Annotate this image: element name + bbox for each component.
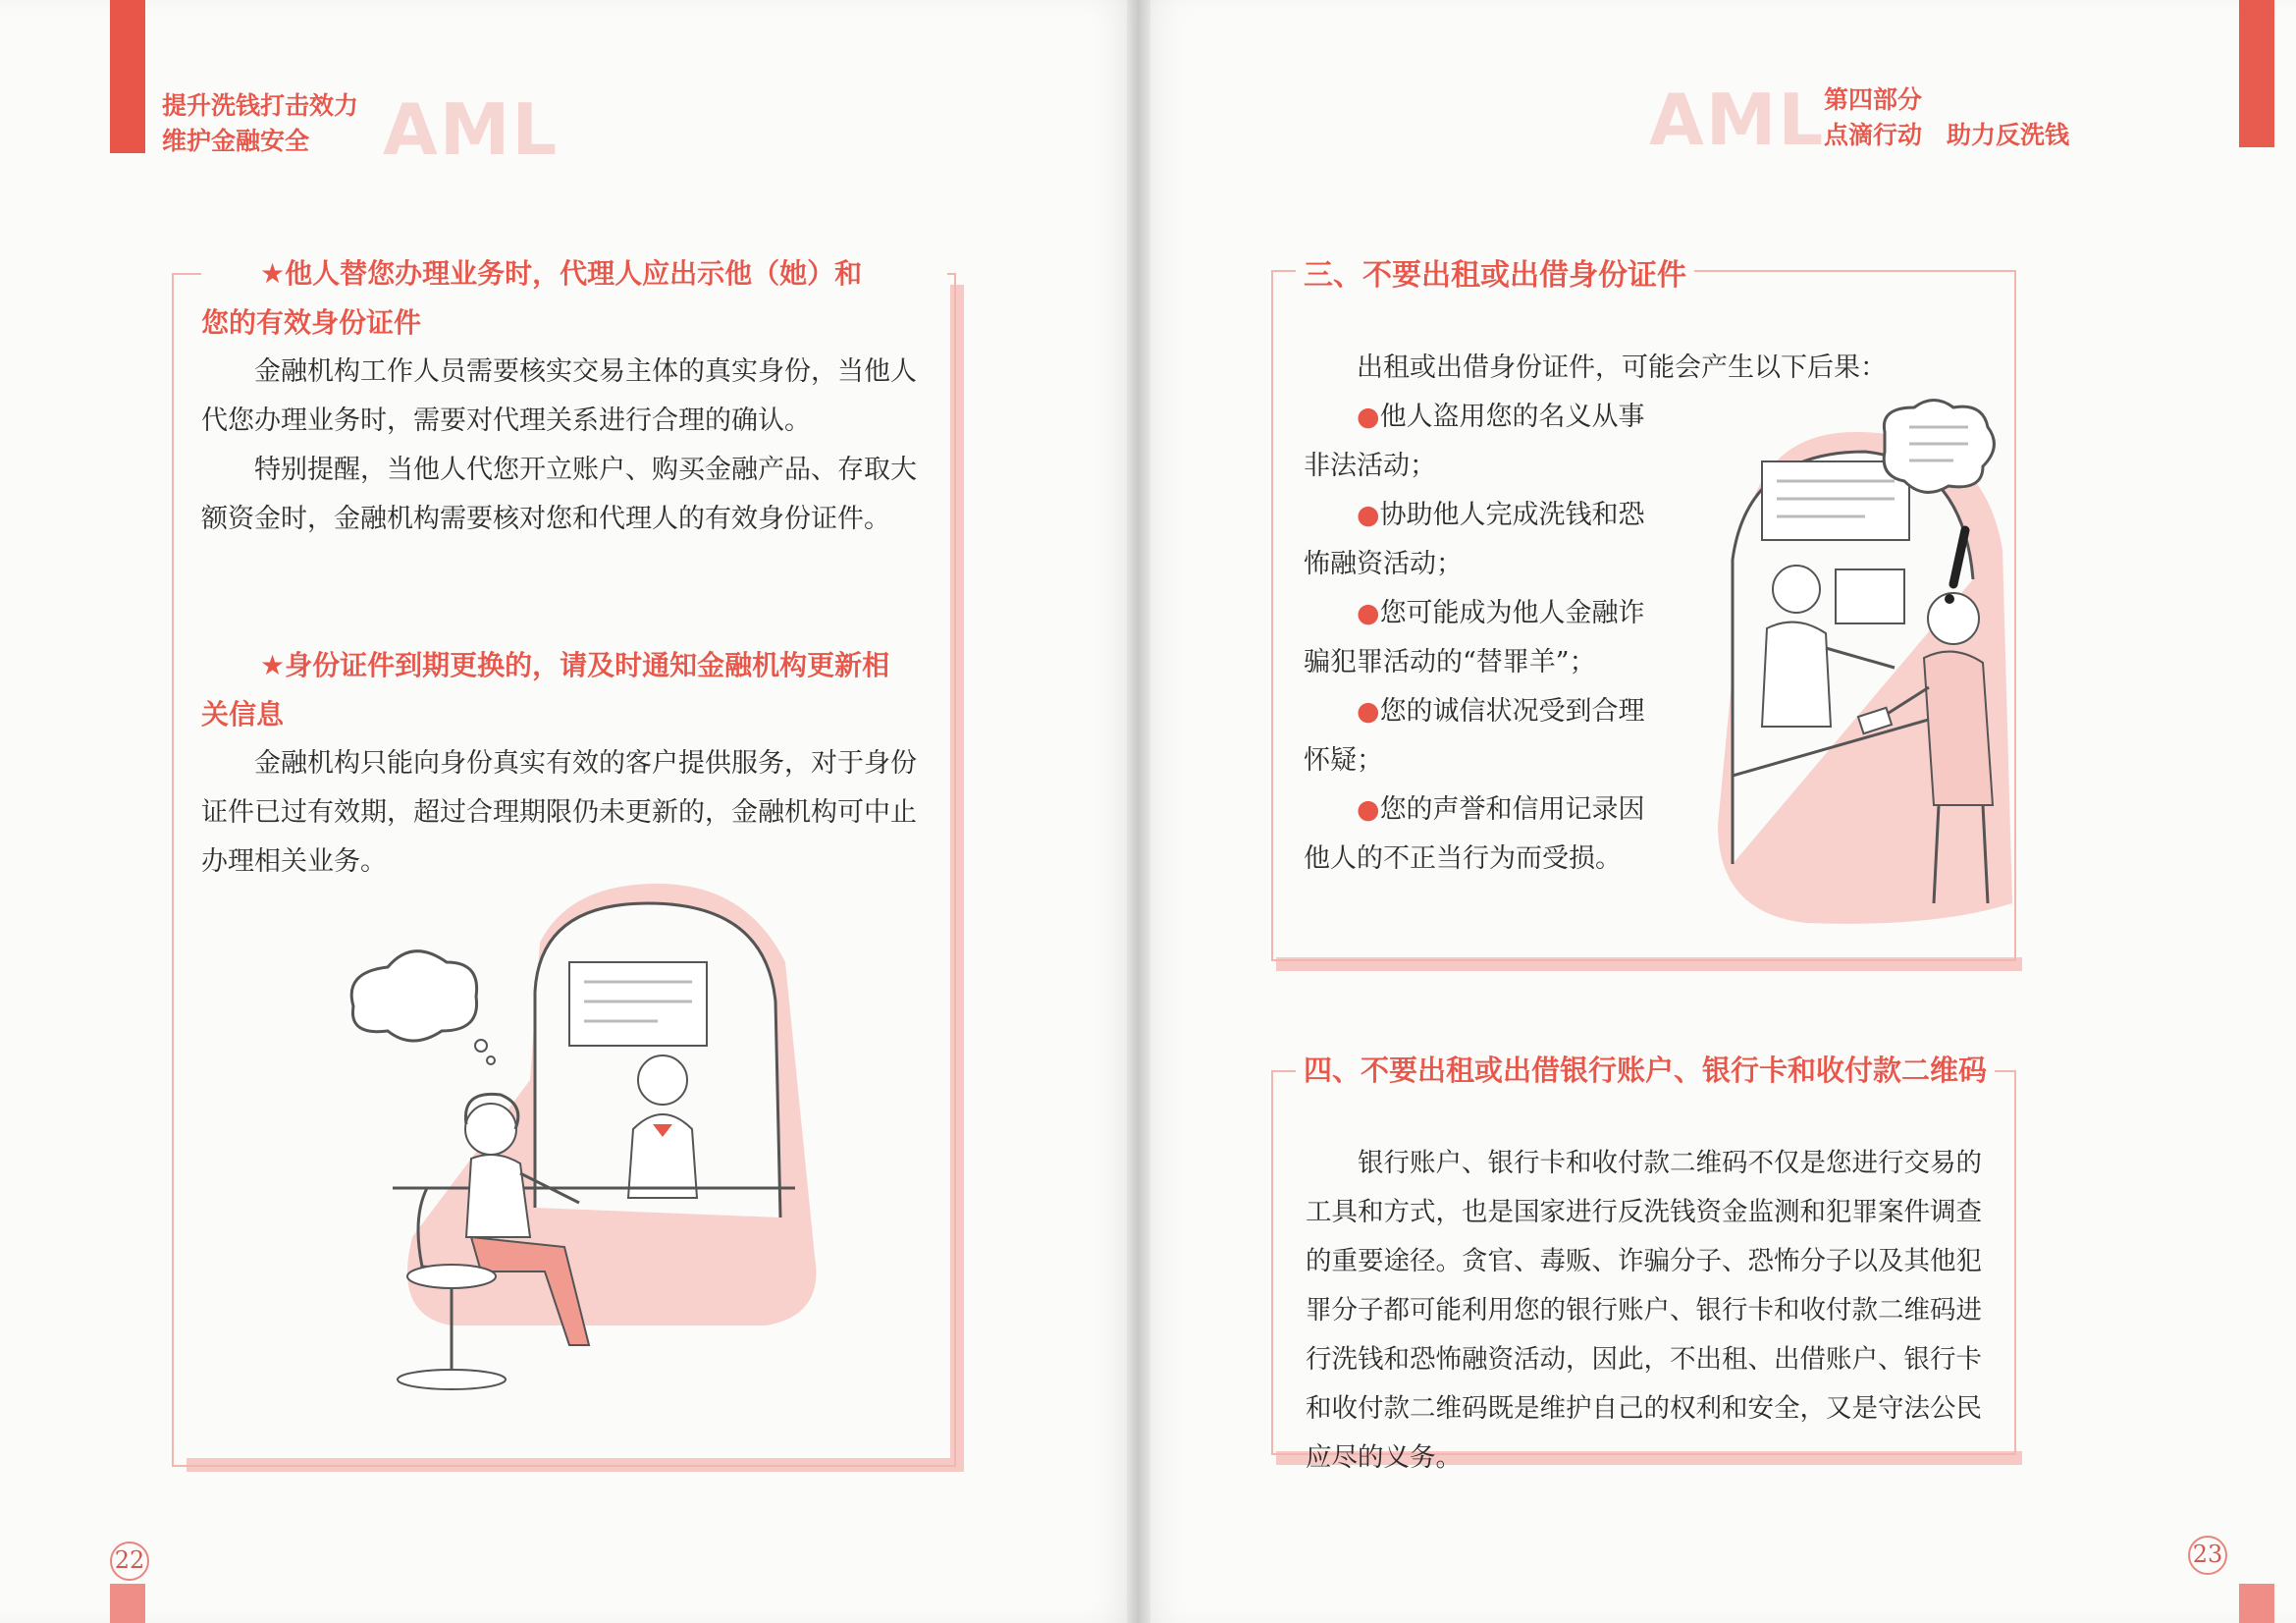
left-page <box>0 0 1139 1623</box>
right-page <box>1139 0 2296 1623</box>
sec3-title: 三、不要出租或出借身份证件 <box>1296 250 1694 294</box>
sec4-title: 四、不要出租或出借银行账户、银行卡和收付款二维码 <box>1296 1049 1995 1089</box>
right-footer-tab <box>2239 1584 2274 1623</box>
left-item1-title: ★他人替您办理业务时，代理人应出示他（她）和 您的有效身份证件 <box>201 249 947 348</box>
bank-counter-illustration <box>334 884 883 1414</box>
left-header-line2: 维护金融安全 <box>162 127 310 155</box>
left-item1-body <box>201 348 933 544</box>
sec4-paragraph: 银行账户、银行卡和收付款二维码不仅是您进行交易的工具和方式，也是国家进行反洗钱资金监测和犯罪案件调查的重要途径。贪官、毒贩、诈骗分子、恐怖分子以及其他犯罪分子都可能利用您的银行账户、银行卡和收付款二维码进行洗钱和恐怖融资活动，因此，不出租、出借账户、银行卡和收付款二维码既是维护自己的权利和安全，又是守法公民应尽的义务。 <box>1306 1148 1982 1473</box>
sec4-body <box>1306 1139 1993 1483</box>
sec3-body: 出租或出借身份证件，可能会产生以下后果： ●他人盗用您的名义从事 非法活动； ●协助他人完成洗钱和恐 怖融资活动； ●您可能成为他人金融诈 骗犯罪活动的“替罪羊”； ●您的诚信状况受到合理 怀疑； ●您的声誉和信用记录因 他人的不正当行为而受损。 <box>1304 344 1775 884</box>
left-header <box>162 88 358 159</box>
sec3-bullet-4: ●您的诚信状况受到合理 <box>1357 696 1645 727</box>
left-header-tab <box>110 0 145 153</box>
bullet-dot-icon: ● <box>1357 500 1380 530</box>
right-header-tab <box>2239 0 2274 147</box>
bullet-dot-icon: ● <box>1357 598 1380 628</box>
left-item1-para1: 金融机构工作人员需要核实交易主体的真实身份，当他人代您办理业务时，需要对代理关系进行合理的确认。 <box>201 356 917 436</box>
id-counter-illustration <box>1688 393 2012 943</box>
left-item1-para2: 特别提醒，当他人代您开立账户、购买金融产品、存取大额资金时，金融机构需要核对您和代理人的有效身份证件。 <box>201 455 917 534</box>
right-watermark: AML <box>1649 79 1826 161</box>
sec3-bullet-5: ●您的声誉和信用记录因 <box>1357 794 1645 825</box>
bullet-dot-icon: ● <box>1357 696 1380 727</box>
left-watermark: AML <box>383 88 560 171</box>
left-header-line1: 提升洗钱打击效力 <box>162 91 359 120</box>
left-item2-body <box>201 739 933 887</box>
sec3-bullet-3: ●您可能成为他人金融诈 <box>1357 598 1645 628</box>
right-header <box>1824 82 2069 153</box>
bullet-dot-icon: ● <box>1357 402 1380 432</box>
book-spine <box>1127 0 1150 1623</box>
sec3-bullet-1: ●他人盗用您的名义从事 <box>1357 402 1645 432</box>
right-page-number: 23 <box>2188 1536 2227 1575</box>
right-header-line1: 第四部分 <box>1824 85 1923 114</box>
left-item2-title: ★身份证件到期更换的，请及时通知金融机构更新相 关信息 <box>201 649 890 730</box>
left-page-number: 22 <box>110 1542 149 1581</box>
sec3-bullet-2: ●协助他人完成洗钱和恐 <box>1357 500 1645 530</box>
left-item2-para1: 金融机构只能向身份真实有效的客户提供服务，对于身份证件已过有效期，超过合理期限仍未更新的，金融机构可中止办理相关业务。 <box>201 748 917 877</box>
right-header-line2: 点滴行动 助力反洗钱 <box>1824 121 2070 149</box>
left-footer-tab <box>110 1584 145 1623</box>
bullet-dot-icon: ● <box>1357 794 1380 825</box>
sec3-intro: 出租或出借身份证件，可能会产生以下后果： <box>1357 352 1887 383</box>
